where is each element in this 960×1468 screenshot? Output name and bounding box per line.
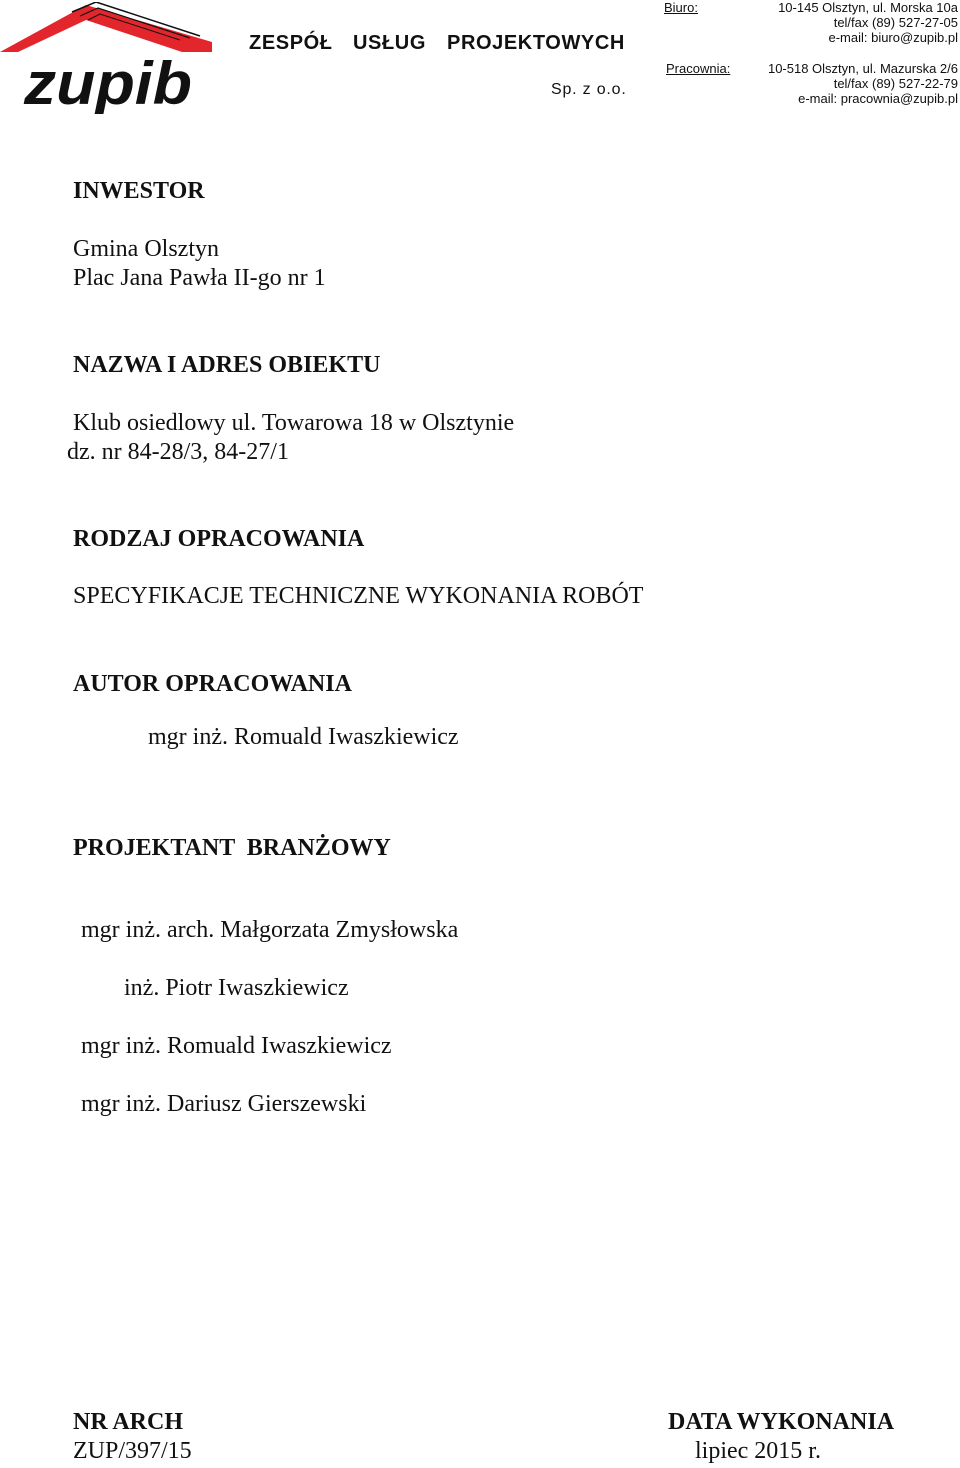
date-value: lipiec 2015 r. [695,1438,821,1464]
roof-logo-icon [0,2,212,114]
designer-name-4: mgr inż. Dariusz Gierszewski [81,1091,367,1117]
logo-wordmark: zupib [22,50,193,114]
studio-label [666,61,730,76]
investor-line-1: Gmina Olsztyn [73,236,219,262]
designer-name-3: mgr inż. Romuald Iwaszkiewicz [81,1033,392,1059]
firm-word-3: PROJEKTOWYCH [447,32,625,54]
object-line-2: dz. nr 84-28/3, 84-27/1 [67,439,289,465]
investor-heading: INWESTOR [73,178,205,204]
studio-phone: tel/fax (89) 527-22-79 [833,76,958,91]
firm-word-2: USŁUG [353,32,426,54]
archive-number-heading: NR ARCH [73,1409,184,1435]
firm-word-1: ZESPÓŁ [249,32,333,54]
author-name: mgr inż. Romuald Iwaszkiewicz [148,724,459,750]
office-address: 10-145 Olsztyn, ul. Morska 10a [778,0,958,15]
archive-number-value: ZUP/397/15 [73,1438,192,1464]
office-label [664,0,698,15]
designer-name-2: inż. Piotr Iwaszkiewicz [124,975,349,1001]
studio-email: e-mail: pracownia@zupib.pl [798,91,958,106]
author-heading: AUTOR OPRACOWANIA [73,671,352,697]
object-line-1: Klub osiedlowy ul. Towarowa 18 w Olsztynie [73,410,515,436]
office-email: e-mail: biuro@zupib.pl [828,30,958,45]
date-heading: DATA WYKONANIA [668,1409,895,1435]
studio-label-text: Pracownia: [666,61,731,76]
office-label-text: Biuro: [664,0,698,15]
office-phone: tel/fax (89) 527-27-05 [833,15,958,30]
studio-address: 10-518 Olsztyn, ul. Mazurska 2/6 [767,61,958,76]
investor-line-2: Plac Jana Pawła II-go nr 1 [73,265,326,291]
designers-heading: PROJEKTANT BRANŻOWY [73,835,391,861]
company-logo [0,2,212,114]
legal-form: Sp. z o.o. [551,81,627,98]
designer-name-1: mgr inż. arch. Małgorzata Zmysłowska [81,917,459,943]
study-type-value: SPECYFIKACJE TECHNICZNE WYKONANIA ROBÓT [73,583,644,609]
object-heading: NAZWA I ADRES OBIEKTU [73,352,381,378]
study-type-heading: RODZAJ OPRACOWANIA [73,526,365,552]
